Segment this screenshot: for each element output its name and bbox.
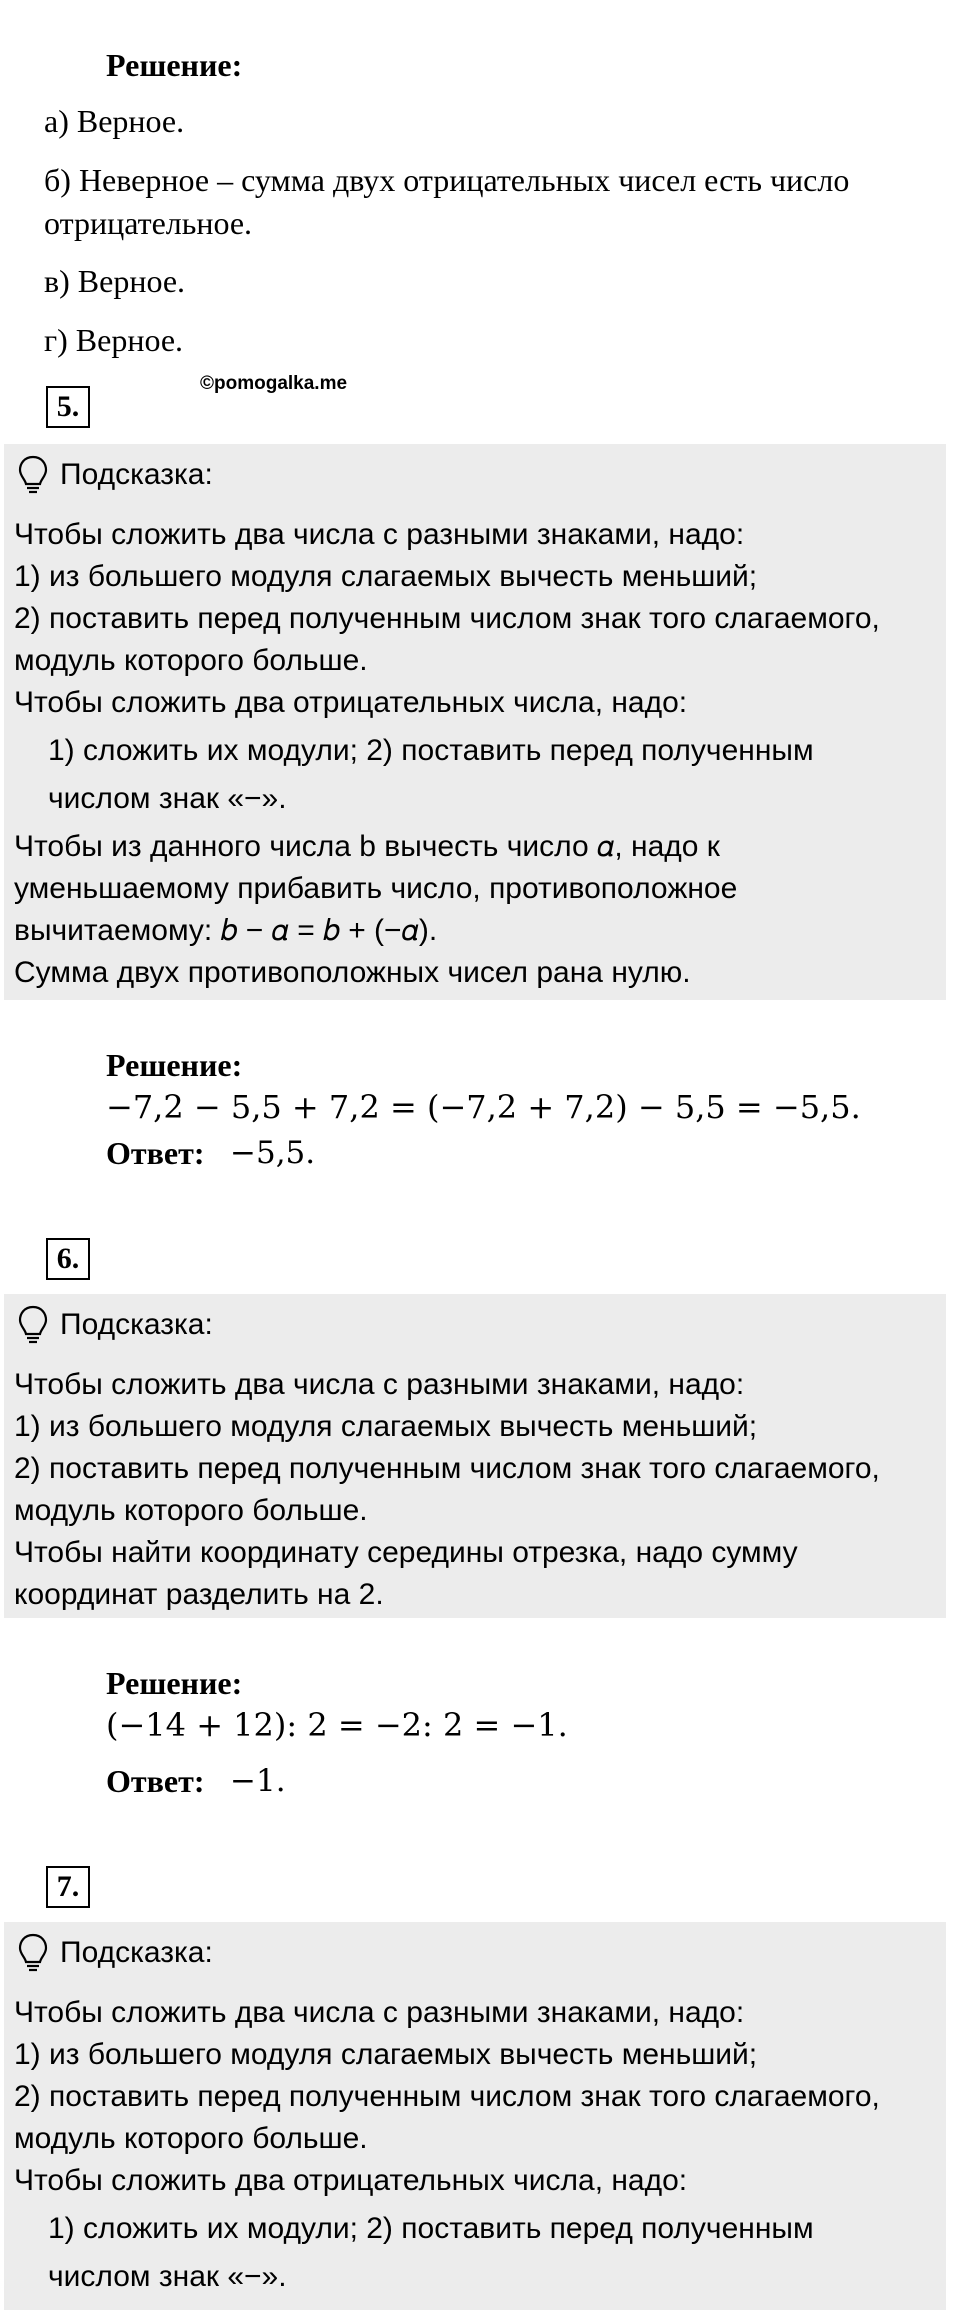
hint-line: Чтобы сложить два отрицательных числа, надо: (14, 686, 688, 719)
hint-title: Подсказка: (60, 458, 213, 491)
hint-line: Чтобы сложить два числа с разными знаками, надо: (14, 518, 745, 551)
task-number-6: 6. (46, 1238, 90, 1280)
lightbulb-icon (16, 1932, 50, 1974)
solution-heading: Решение: (106, 1047, 243, 1083)
hint-line: модуль которого больше. (14, 1494, 368, 1527)
hint-line: модуль которого больше. (14, 644, 368, 677)
answer-line-v: в) Верное. (44, 263, 186, 299)
solution-heading: Решение: (106, 1665, 243, 1701)
hint-line: координат разделить на 2. (14, 1578, 384, 1611)
hint-line: Чтобы сложить два числа с разными знаками, надо: (14, 1368, 745, 1401)
answer-label: Ответ: (106, 1135, 205, 1171)
answer-line-b: б) Неверное – сумма двух отрицательных чисел есть число (44, 162, 850, 198)
hint-line: числом знак «−». (48, 782, 287, 815)
hint-line: уменьшаемому прибавить число, противоположное (14, 872, 738, 905)
answer-value: −1. (230, 1763, 286, 1799)
hint-line: Чтобы из данного числа b вычесть число 𝛼, надо к (14, 830, 720, 863)
hint-line: 1) сложить их модули; 2) поставить перед полученным (48, 2212, 814, 2245)
hint-line: числом знак «−». (48, 2260, 287, 2293)
hint-line: Чтобы сложить два числа с разными знаками, надо: (14, 1996, 745, 2029)
hint-line: 1) из большего модуля слагаемых вычесть меньший; (14, 2038, 758, 2071)
solution-expression: −7,2 − 5,5 + 7,2 = (−7,2 + 7,2) − 5,5 = −5,5. (106, 1088, 861, 1126)
answer-label: Ответ: (106, 1763, 205, 1799)
lightbulb-icon (16, 454, 50, 496)
hint-line: модуль которого больше. (14, 2122, 368, 2155)
hint-title: Подсказка: (60, 1308, 213, 1341)
hint-line: 1) из большего модуля слагаемых вычесть меньший; (14, 1410, 758, 1443)
hint-line: 2) поставить перед полученным числом знак того слагаемого, (14, 602, 880, 635)
hint-line: вычитаемому: 𝑏 − 𝛼 = 𝑏 + (−𝛼). (14, 914, 438, 947)
hint-line: 1) из большего модуля слагаемых вычесть меньший; (14, 560, 758, 593)
lightbulb-icon (16, 1304, 50, 1346)
task-number-7: 7. (46, 1866, 90, 1908)
hint-box-task7 (4, 1922, 946, 2310)
watermark: ©pomogalka.me (200, 373, 348, 394)
answer-line-a: а) Верное. (44, 103, 185, 139)
hint-title: Подсказка: (60, 1936, 213, 1969)
solution-heading: Решение: (106, 47, 243, 83)
hint-line: Чтобы найти координату середины отрезка, надо сумму (14, 1536, 798, 1569)
task-number-5: 5. (46, 386, 90, 428)
hint-line: 2) поставить перед полученным числом знак того слагаемого, (14, 1452, 880, 1485)
answer-line-g: г) Верное. (44, 322, 184, 358)
hint-line: Сумма двух противоположных чисел рана нулю. (14, 956, 691, 989)
hint-line: 1) сложить их модули; 2) поставить перед полученным (48, 734, 814, 767)
answer-line-b-cont: отрицательное. (44, 205, 253, 241)
answer-value: −5,5. (230, 1135, 316, 1171)
hint-line: 2) поставить перед полученным числом знак того слагаемого, (14, 2080, 880, 2113)
hint-box-task6 (4, 1294, 946, 1618)
hint-line: Чтобы сложить два отрицательных числа, надо: (14, 2164, 688, 2197)
solution-expression: (−14 + 12): 2 = −2: 2 = −1. (106, 1706, 568, 1744)
hint-box-task5 (4, 444, 946, 1000)
